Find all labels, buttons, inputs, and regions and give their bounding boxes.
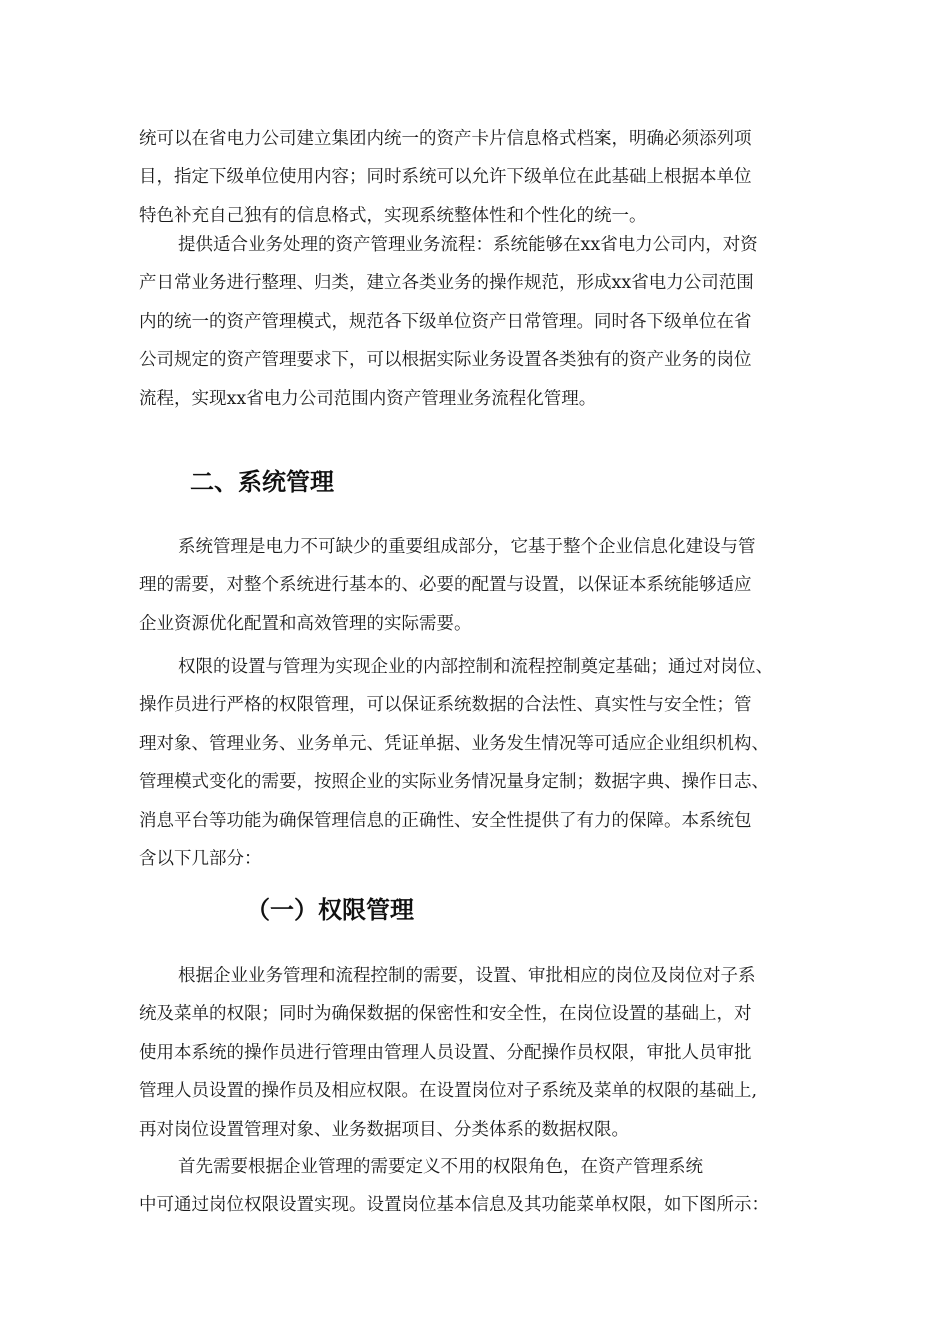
paragraph-business-process	[139, 226, 819, 418]
text-line: 产日常业务进行整理、归类，建立各类业务的操作规范，形成xx省电力公司范围	[139, 273, 754, 294]
text-line: 特色补充自己独有的信息格式，实现系统整体性和个性化的统一。	[139, 205, 647, 226]
paragraph-permission-overview	[139, 648, 819, 878]
text-line: 公司规定的资产管理要求下，可以根据实际业务设置各类独有的资产业务的岗位	[139, 350, 752, 371]
text-line: 根据企业业务管理和流程控制的需要，设置、审批相应的岗位及岗位对子系	[178, 966, 756, 986]
text-line: 目，指定下级单位使用内容；同时系统可以允许下级单位在此基础上根据本单位	[139, 167, 752, 188]
text-line: 管理人员设置的操作员及相应权限。在设置岗位对子系统及菜单的权限的基础上,	[139, 1081, 758, 1102]
text-line: 使用本系统的操作员进行管理由管理人员设置、分配操作员权限，审批人员审批	[139, 1042, 752, 1063]
text-line: 提供适合业务处理的资产管理业务流程：系统能够在xx省电力公司内，对资	[178, 235, 758, 255]
text-line: 操作员进行严格的权限管理，可以保证系统数据的合法性、真实性与安全性；管	[139, 695, 752, 716]
section-heading-system-management: 二、系统管理	[190, 468, 334, 496]
text-line: 再对岗位设置管理对象、业务数据项目、分类体系的数据权限。	[139, 1119, 629, 1140]
text-line: 权限的设置与管理为实现企业的内部控制和流程控制奠定基础；通过对岗位、	[178, 657, 773, 677]
text-line: 企业资源优化配置和高效管理的实际需要。	[139, 613, 472, 634]
text-line: 流程，实现xx省电力公司范围内资产管理业务流程化管理。	[139, 388, 597, 409]
text-line: 统及菜单的权限；同时为确保数据的保密性和安全性，在岗位设置的基础上，对	[139, 1004, 752, 1025]
text-line: 统可以在省电力公司建立集团内统一的资产卡片信息格式档案，明确必须添列项	[139, 129, 752, 149]
paragraph-system-management-intro	[139, 528, 819, 643]
paragraph-role-definition	[139, 1148, 819, 1225]
text-line: 中可通过岗位权限设置实现。设置岗位基本信息及其功能菜单权限，如下图所示：	[139, 1195, 769, 1216]
text-line: 首先需要根据企业管理的需要定义不用的权限角色，在资产管理系统	[178, 1157, 703, 1177]
text-line: 消息平台等功能为确保管理信息的正确性、安全性提供了有力的保障。本系统包	[139, 810, 752, 831]
text-line: 理对象、管理业务、业务单元、凭证单据、业务发生情况等可适应企业组织机构、	[139, 733, 769, 754]
paragraph-permission-detail	[139, 957, 819, 1149]
paragraph-asset-card	[139, 120, 819, 235]
text-line: 理的需要，对整个系统进行基本的、必要的配置与设置，以保证本系统能够适应	[139, 575, 752, 596]
subsection-heading-permission-management: （一）权限管理	[246, 896, 414, 924]
text-line: 系统管理是电力不可缺少的重要组成部分，它基于整个企业信息化建设与管	[178, 537, 756, 557]
text-line: 内的统一的资产管理模式，规范各下级单位资产日常管理。同时各下级单位在省	[139, 311, 752, 332]
text-line: 含以下几部分：	[139, 849, 262, 870]
text-line: 管理模式变化的需要，按照企业的实际业务情况量身定制；数据字典、操作日志、	[139, 772, 769, 793]
